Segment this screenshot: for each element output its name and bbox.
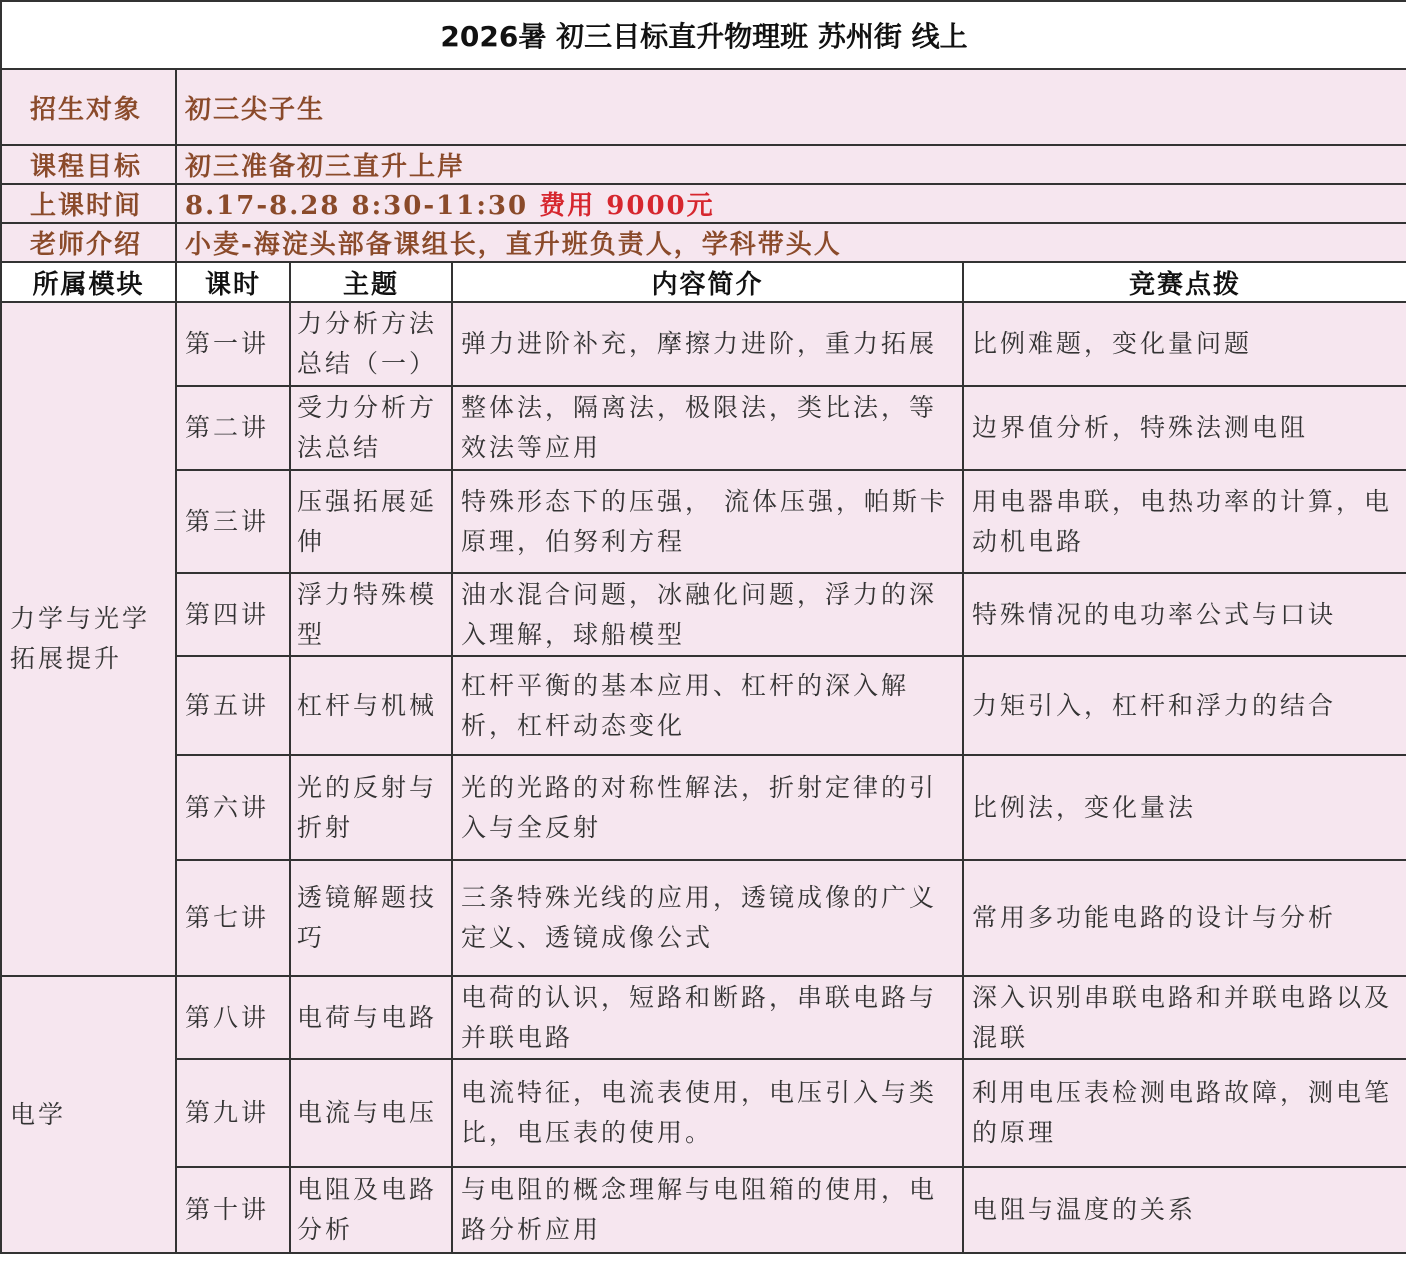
lesson-topic: 光的反射与折射 bbox=[290, 755, 452, 860]
lesson-topic: 杠杆与机械 bbox=[290, 656, 452, 755]
lesson-hour: 第一讲 bbox=[176, 302, 290, 386]
title-row bbox=[1, 1, 1406, 69]
page-title: 2026暑 初三目标直升物理班 苏州街 线上 bbox=[1, 1, 1406, 69]
lesson-tip: 电阻与温度的关系 bbox=[963, 1167, 1406, 1253]
lesson-row bbox=[1, 755, 1406, 860]
lesson-content: 特殊形态下的压强， 流体压强，帕斯卡原理，伯努利方程 bbox=[452, 470, 963, 573]
teacher-label: 老师介绍 bbox=[1, 223, 176, 262]
lesson-content: 电荷的认识，短路和断路，串联电路与并联电路 bbox=[452, 976, 963, 1059]
header-module: 所属模块 bbox=[1, 262, 176, 302]
info-row-target bbox=[1, 69, 1406, 145]
info-row-goal bbox=[1, 145, 1406, 184]
lesson-tip: 深入识别串联电路和并联电路以及混联 bbox=[963, 976, 1406, 1059]
header-topic: 主题 bbox=[290, 262, 452, 302]
time-label: 上课时间 bbox=[1, 184, 176, 223]
lesson-tip: 利用电压表检测电路故障，测电笔的原理 bbox=[963, 1059, 1406, 1167]
lesson-row bbox=[1, 860, 1406, 976]
fee-label: 费用 bbox=[539, 191, 596, 221]
lesson-tip: 边界值分析，特殊法测电阻 bbox=[963, 386, 1406, 470]
lesson-topic: 受力分析方法总结 bbox=[290, 386, 452, 470]
teacher-value: 小麦-海淀头部备课组长，直升班负责人，学科带头人 bbox=[176, 223, 1406, 262]
lesson-topic: 浮力特殊模型 bbox=[290, 573, 452, 656]
lesson-topic: 电阻及电路分析 bbox=[290, 1167, 452, 1253]
info-row-teacher bbox=[1, 223, 1406, 262]
lesson-tip: 特殊情况的电功率公式与口诀 bbox=[963, 573, 1406, 656]
lesson-content: 与电阻的概念理解与电阻箱的使用，电路分析应用 bbox=[452, 1167, 963, 1253]
goal-label: 课程目标 bbox=[1, 145, 176, 184]
lesson-content: 光的光路的对称性解法，折射定律的引入与全反射 bbox=[452, 755, 963, 860]
header-hours: 课时 bbox=[176, 262, 290, 302]
lesson-tip: 比例难题，变化量问题 bbox=[963, 302, 1406, 386]
goal-value: 初三准备初三直升上岸 bbox=[176, 145, 1406, 184]
lesson-content: 电流特征，电流表使用，电压引入与类比，电压表的使用。 bbox=[452, 1059, 963, 1167]
lesson-hour: 第二讲 bbox=[176, 386, 290, 470]
header-content: 内容简介 bbox=[452, 262, 963, 302]
lesson-content: 整体法，隔离法，极限法，类比法，等效法等应用 bbox=[452, 386, 963, 470]
time-value: 8.17-8.28 8:30-11:30 bbox=[185, 191, 529, 221]
info-row-time bbox=[1, 184, 1406, 223]
lesson-row bbox=[1, 573, 1406, 656]
lesson-hour: 第七讲 bbox=[176, 860, 290, 976]
column-header-row bbox=[1, 262, 1406, 302]
lesson-tip: 常用多功能电路的设计与分析 bbox=[963, 860, 1406, 976]
lesson-hour: 第六讲 bbox=[176, 755, 290, 860]
lesson-hour: 第四讲 bbox=[176, 573, 290, 656]
lesson-hour: 第十讲 bbox=[176, 1167, 290, 1253]
lesson-row bbox=[1, 1059, 1406, 1167]
target-label: 招生对象 bbox=[1, 69, 176, 145]
lesson-tip: 比例法，变化量法 bbox=[963, 755, 1406, 860]
lesson-topic: 电荷与电路 bbox=[290, 976, 452, 1059]
lesson-row bbox=[1, 470, 1406, 573]
lesson-hour: 第三讲 bbox=[176, 470, 290, 573]
header-tips: 竞赛点拨 bbox=[963, 262, 1406, 302]
lesson-tip: 用电器串联，电热功率的计算，电动机电路 bbox=[963, 470, 1406, 573]
time-value-cell bbox=[176, 184, 1406, 223]
lesson-hour: 第九讲 bbox=[176, 1059, 290, 1167]
lesson-topic: 电流与电压 bbox=[290, 1059, 452, 1167]
lesson-hour: 第八讲 bbox=[176, 976, 290, 1059]
module-electricity: 电学 bbox=[1, 976, 176, 1253]
target-value: 初三尖子生 bbox=[176, 69, 1406, 145]
lesson-content: 三条特殊光线的应用，透镜成像的广义定义、透镜成像公式 bbox=[452, 860, 963, 976]
lesson-tip: 力矩引入，杠杆和浮力的结合 bbox=[963, 656, 1406, 755]
module-mechanics-optics: 力学与光学拓展提升 bbox=[1, 302, 176, 976]
lesson-row bbox=[1, 1167, 1406, 1253]
lesson-hour: 第五讲 bbox=[176, 656, 290, 755]
lesson-topic: 透镜解题技巧 bbox=[290, 860, 452, 976]
lesson-content: 弹力进阶补充，摩擦力进阶，重力拓展 bbox=[452, 302, 963, 386]
lesson-content: 杠杆平衡的基本应用、杠杆的深入解析，杠杆动态变化 bbox=[452, 656, 963, 755]
lesson-row bbox=[1, 976, 1406, 1059]
lesson-content: 油水混合问题，冰融化问题，浮力的深入理解，球船模型 bbox=[452, 573, 963, 656]
lesson-topic: 力分析方法总结（一） bbox=[290, 302, 452, 386]
fee-value: 9000元 bbox=[606, 191, 715, 221]
lesson-row bbox=[1, 302, 1406, 386]
lesson-row bbox=[1, 656, 1406, 755]
lesson-row bbox=[1, 386, 1406, 470]
lesson-topic: 压强拓展延伸 bbox=[290, 470, 452, 573]
